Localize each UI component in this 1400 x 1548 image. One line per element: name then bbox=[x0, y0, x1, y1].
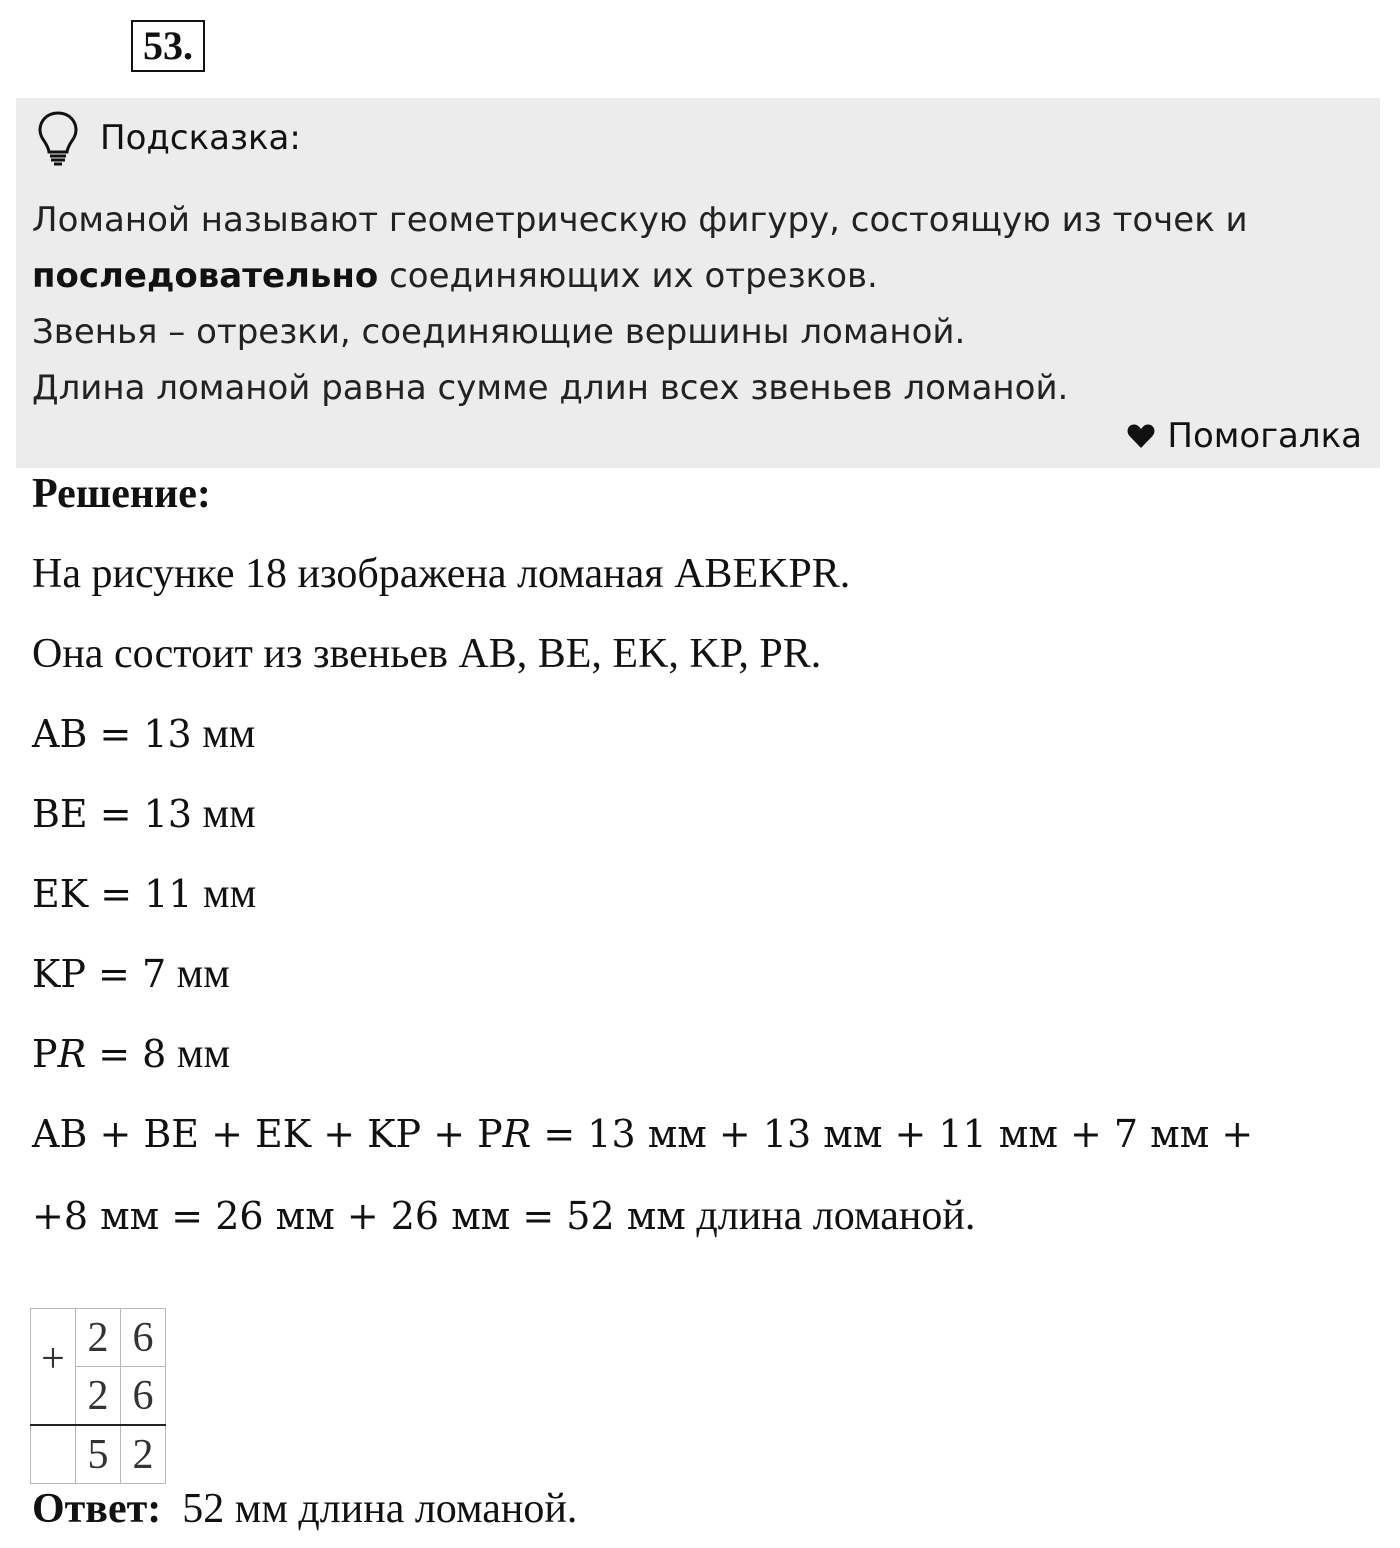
hint-title-text: Подсказка: bbox=[100, 118, 301, 158]
equation-ab-math: AB = 13 bbox=[32, 712, 192, 756]
hint-line-2-rest: соединяющих их отрезков. bbox=[378, 256, 878, 296]
equation-be-math: BE = 13 bbox=[32, 792, 193, 836]
equation-kp-unit: мм bbox=[166, 951, 230, 997]
hint-title bbox=[36, 108, 301, 168]
hint-line-1: Ломаной называют геометрическую фигуру, состоящую из точек и bbox=[32, 200, 1248, 240]
brand-name: Помогалка bbox=[1167, 416, 1362, 456]
plus-sign-cell bbox=[31, 1335, 76, 1426]
equation-kp bbox=[32, 950, 230, 998]
equation-kp-math: KP = 7 bbox=[32, 952, 167, 996]
equation-pr-unit: мм bbox=[166, 1031, 231, 1077]
equation-ab-unit: мм bbox=[191, 711, 256, 757]
hint-box bbox=[16, 98, 1380, 468]
hint-line-3: Звенья – отрезки, соединяющие вершины ломаной. bbox=[32, 312, 966, 352]
sum-line-2-text: длина ломаной. bbox=[685, 1193, 976, 1239]
equation-be-unit: мм bbox=[192, 791, 256, 837]
answer-text: 52 мм длина ломаной. bbox=[161, 1486, 578, 1532]
equation-ek-math: EK = 11 bbox=[32, 872, 193, 916]
column-addition bbox=[30, 1308, 166, 1484]
task-number: 53. bbox=[131, 20, 205, 72]
solution-segments: Она состоит из звеньев AB, BE, EK, KP, PR. bbox=[32, 631, 822, 677]
digit-cell: 6 bbox=[121, 1309, 166, 1367]
heart-icon bbox=[1127, 423, 1155, 449]
sum-line-1: AB + BE + EK + KP + P𝑅 = 13 мм + 13 мм + 11 мм + 7 мм + bbox=[32, 1112, 1254, 1156]
hint-line-4: Длина ломаной равна сумме длин всех звеньев ломаной. bbox=[32, 368, 1069, 408]
digit-cell: 2 bbox=[76, 1367, 121, 1426]
lightbulb-icon bbox=[36, 110, 80, 166]
result-digit-cell: 2 bbox=[121, 1425, 166, 1484]
result-digit-cell: 5 bbox=[76, 1425, 121, 1484]
equation-be bbox=[32, 790, 256, 838]
equation-ab bbox=[32, 710, 255, 758]
digit-cell: 6 bbox=[121, 1367, 166, 1426]
empty-cell bbox=[31, 1425, 76, 1484]
hint-bold-word: последовательно bbox=[32, 256, 379, 296]
brand-label bbox=[1127, 416, 1362, 456]
equation-ek-unit: мм bbox=[192, 871, 257, 917]
equation-pr bbox=[32, 1030, 230, 1078]
sum-line-2-math: +8 мм = 26 мм + 26 мм = 52 мм bbox=[32, 1194, 686, 1238]
answer-line bbox=[32, 1485, 577, 1533]
sum-line-2 bbox=[32, 1192, 975, 1240]
hint-text bbox=[32, 192, 1362, 416]
equation-ek bbox=[32, 870, 256, 918]
digit-cell: 2 bbox=[76, 1309, 121, 1367]
plus-sign: + bbox=[41, 1335, 65, 1382]
solution-heading: Решение: bbox=[32, 471, 211, 517]
solution-intro: На рисунке 18 изображена ломаная ABEKPR. bbox=[32, 551, 851, 597]
answer-label: Ответ: bbox=[32, 1486, 162, 1532]
hint-line-2 bbox=[32, 248, 1362, 304]
equation-pr-math: P𝑅 = 8 bbox=[32, 1032, 167, 1076]
